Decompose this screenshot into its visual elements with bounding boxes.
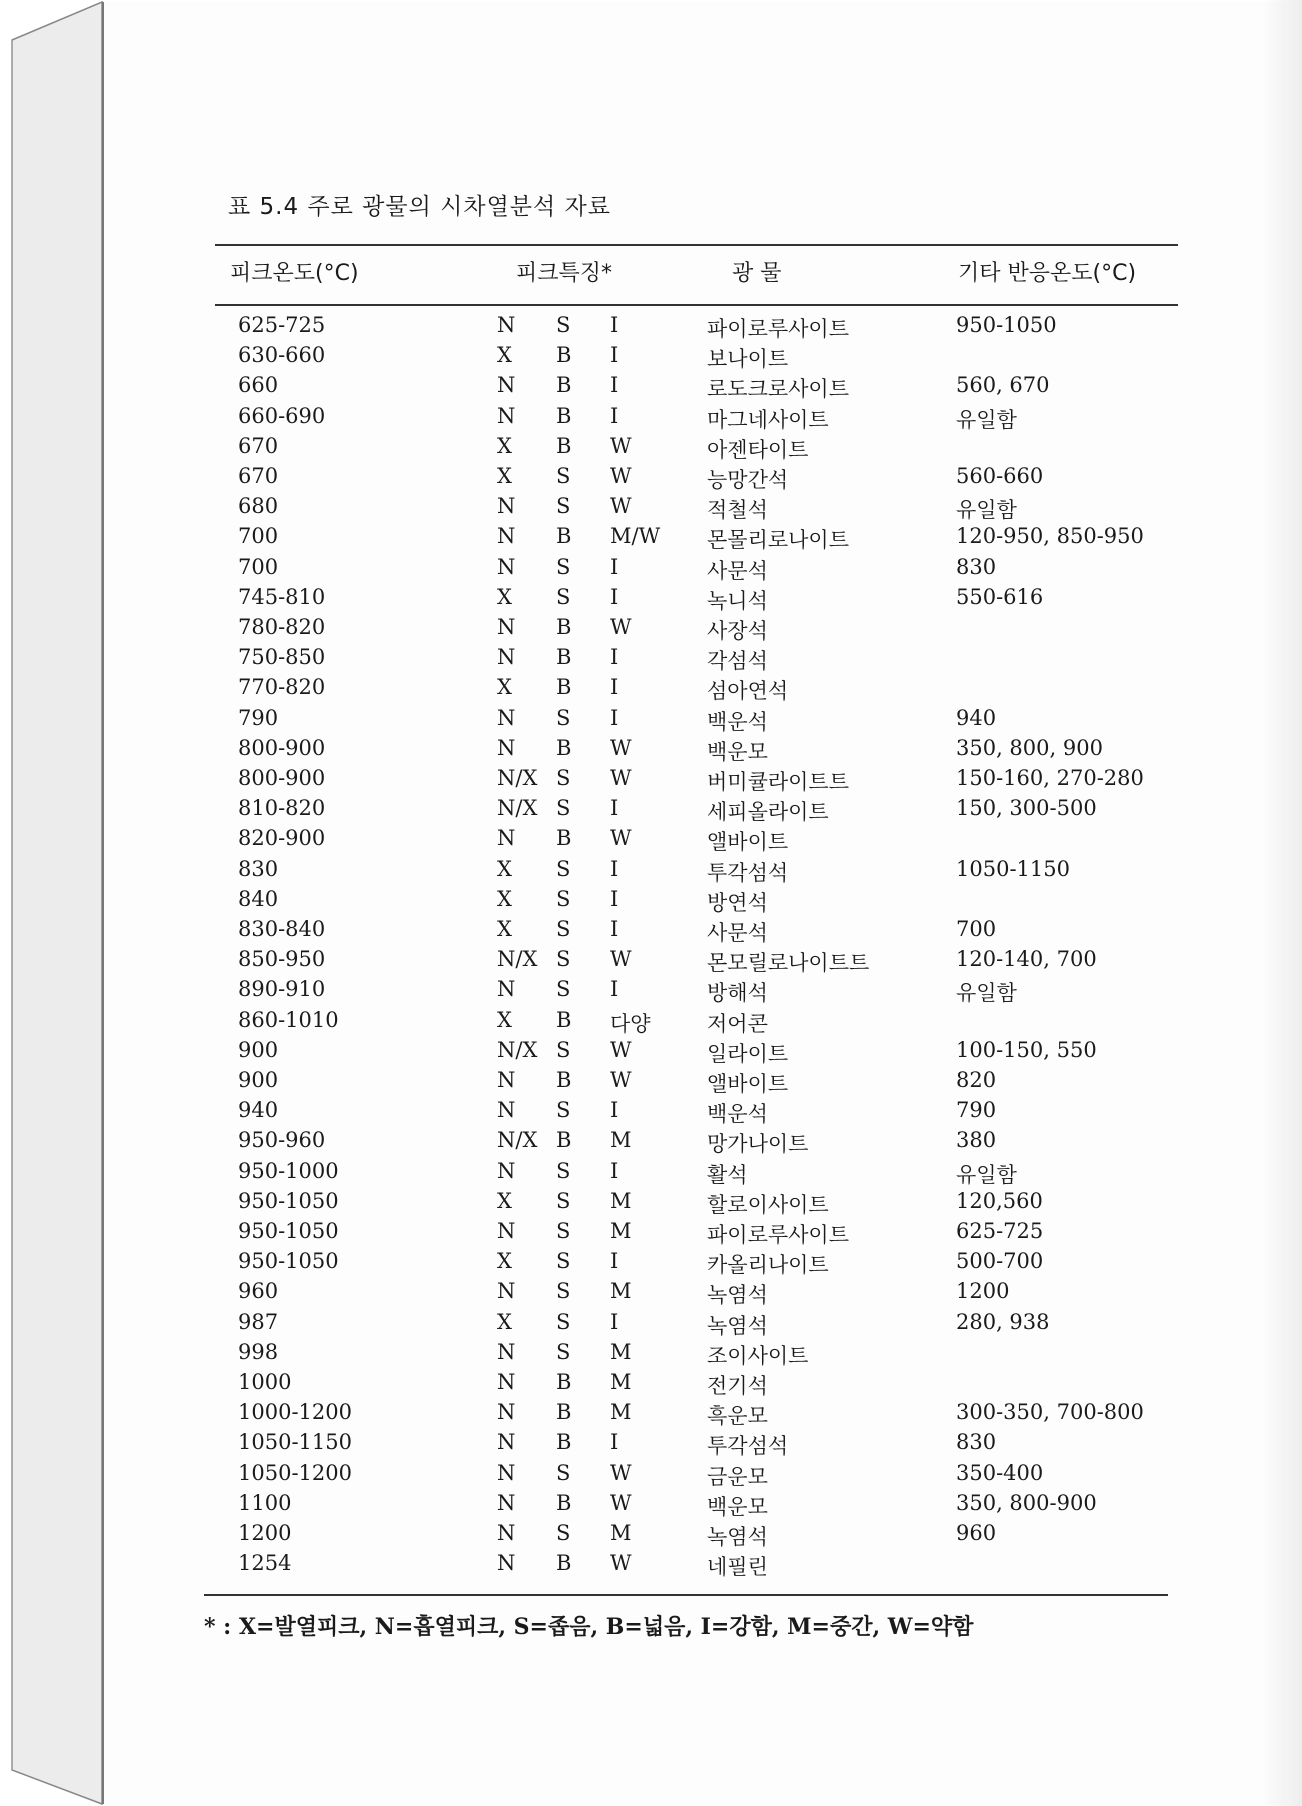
peak-width-cell: B xyxy=(556,343,572,368)
peak-type-cell: X xyxy=(497,1188,512,1213)
peak-intensity-cell: W xyxy=(610,433,632,458)
header-bottom-rule xyxy=(215,304,1178,306)
peak-temp-cell: 660-690 xyxy=(238,403,326,428)
peak-intensity-cell: M xyxy=(610,1188,632,1213)
peak-width-cell: B xyxy=(556,675,572,700)
peak-width-cell: B xyxy=(556,615,572,639)
peak-intensity-cell: M xyxy=(610,1219,632,1243)
mineral-name-cell: 투각섬석 xyxy=(707,1434,789,1459)
peak-type-cell: N/X xyxy=(497,947,538,972)
other-temps-cell: 120-950, 850-950 xyxy=(956,524,1144,549)
peak-type-cell: N xyxy=(497,645,516,670)
peak-type-cell: X xyxy=(497,433,512,458)
other-temps-cell: 830 xyxy=(956,1430,997,1455)
peak-width-cell: S xyxy=(556,1249,571,1274)
peak-width-cell: B xyxy=(556,645,572,670)
peak-type-cell: N xyxy=(497,735,516,760)
peak-temp-cell: 750-850 xyxy=(238,645,326,670)
peak-intensity-cell: 다양 xyxy=(610,1011,651,1036)
table-row xyxy=(0,1098,1302,1128)
peak-intensity-cell: W xyxy=(610,826,632,851)
table-row xyxy=(0,404,1302,434)
peak-intensity-cell: I xyxy=(610,1098,619,1123)
other-temps-cell: 960 xyxy=(956,1521,997,1545)
table-row xyxy=(0,917,1302,947)
peak-width-cell: B xyxy=(556,1370,572,1394)
peak-intensity-cell: W xyxy=(610,1551,632,1576)
other-temps-cell: 560-660 xyxy=(956,464,1044,488)
other-temps-cell: 1050-1150 xyxy=(956,856,1070,881)
mineral-name-cell: 조이사이트 xyxy=(707,1343,809,1368)
other-temps-cell: 700 xyxy=(956,917,997,941)
peak-type-cell: N/X xyxy=(497,796,538,821)
peak-intensity-cell: I xyxy=(610,373,619,398)
table-row xyxy=(0,1310,1302,1340)
peak-temp-cell: 950-1050 xyxy=(238,1188,339,1213)
peak-type-cell: N xyxy=(497,313,516,337)
other-temps-cell: 280, 938 xyxy=(956,1309,1050,1334)
mineral-name-cell: 저어콘 xyxy=(707,1011,768,1036)
peak-type-cell: N xyxy=(497,1279,516,1304)
peak-type-cell: N xyxy=(497,1551,516,1576)
peak-temp-cell: 1050-1200 xyxy=(238,1460,352,1485)
other-temps-cell: 940 xyxy=(956,705,997,730)
peak-width-cell: B xyxy=(556,1128,572,1153)
peak-type-cell: X xyxy=(497,1309,512,1334)
table-row xyxy=(0,464,1302,494)
peak-type-cell: X xyxy=(497,917,512,941)
peak-width-cell: B xyxy=(556,403,572,428)
table-row xyxy=(0,524,1302,554)
other-temps-cell: 300-350, 700-800 xyxy=(956,1400,1144,1425)
peak-type-cell: N xyxy=(497,826,516,851)
other-temps-cell: 120-140, 700 xyxy=(956,947,1097,972)
peak-temp-cell: 950-1050 xyxy=(238,1219,339,1243)
peak-intensity-cell: W xyxy=(610,947,632,972)
mineral-name-cell: 섬아연석 xyxy=(707,679,789,704)
peak-temp-cell: 810-820 xyxy=(238,796,326,821)
peak-width-cell: S xyxy=(556,1460,571,1485)
peak-temp-cell: 630-660 xyxy=(238,343,326,368)
peak-temp-cell: 800-900 xyxy=(238,766,326,790)
peak-intensity-cell: M xyxy=(610,1400,632,1425)
header-mineral: 광 물 xyxy=(732,261,782,286)
peak-temp-cell: 830-840 xyxy=(238,917,326,941)
peak-intensity-cell: I xyxy=(610,856,619,881)
mineral-name-cell: 할로이사이트 xyxy=(707,1192,829,1217)
other-temps-cell: 550-616 xyxy=(956,584,1044,609)
peak-type-cell: X xyxy=(497,584,512,609)
peak-type-cell: N xyxy=(497,1400,516,1425)
table-row xyxy=(0,947,1302,977)
peak-width-cell: B xyxy=(556,1430,572,1455)
table-row xyxy=(0,887,1302,917)
peak-type-cell: N/X xyxy=(497,1037,538,1062)
peak-width-cell: B xyxy=(556,735,572,760)
peak-width-cell: S xyxy=(556,1339,571,1364)
other-temps-cell: 유일함 xyxy=(956,498,1017,523)
peak-temp-cell: 745-810 xyxy=(238,584,326,609)
table-row xyxy=(0,434,1302,464)
peak-type-cell: X xyxy=(497,1007,512,1032)
other-temps-cell: 120,560 xyxy=(956,1188,1043,1213)
peak-width-cell: S xyxy=(556,766,571,790)
table-row xyxy=(0,615,1302,645)
other-temps-cell: 유일함 xyxy=(956,981,1017,1006)
peak-temp-cell: 960 xyxy=(238,1279,279,1304)
peak-type-cell: X xyxy=(497,464,512,488)
peak-width-cell: B xyxy=(556,1551,572,1576)
peak-intensity-cell: I xyxy=(610,1309,619,1334)
mineral-name-cell: 투각섬석 xyxy=(707,860,789,885)
peak-width-cell: S xyxy=(556,584,571,609)
mineral-name-cell: 앨바이트 xyxy=(707,1072,789,1096)
table-row xyxy=(0,1551,1302,1581)
mineral-name-cell: 사문석 xyxy=(707,558,768,583)
peak-temp-cell: 950-1050 xyxy=(238,1249,339,1274)
peak-intensity-cell: I xyxy=(610,584,619,609)
table-row xyxy=(0,1279,1302,1309)
peak-width-cell: S xyxy=(556,1098,571,1123)
table-row xyxy=(0,645,1302,675)
peak-type-cell: X xyxy=(497,886,512,911)
table-row xyxy=(0,1370,1302,1400)
mineral-name-cell: 버미큘라이트트 xyxy=(707,770,850,794)
table-row xyxy=(0,343,1302,373)
peak-type-cell: N/X xyxy=(497,1128,538,1153)
other-temps-cell: 150-160, 270-280 xyxy=(956,766,1144,790)
peak-width-cell: B xyxy=(556,1490,572,1515)
other-temps-cell: 유일함 xyxy=(956,1162,1017,1187)
peak-temp-cell: 1200 xyxy=(238,1521,292,1545)
peak-intensity-cell: I xyxy=(610,554,619,579)
peak-width-cell: S xyxy=(556,1521,571,1545)
peak-temp-cell: 840 xyxy=(238,886,279,911)
peak-width-cell: S xyxy=(556,554,571,579)
mineral-name-cell: 사문석 xyxy=(707,921,768,945)
table-top-rule xyxy=(215,244,1178,246)
peak-intensity-cell: I xyxy=(610,1158,619,1183)
mineral-name-cell: 파이로루사이트 xyxy=(707,317,850,341)
peak-width-cell: S xyxy=(556,1158,571,1183)
mineral-name-cell: 녹염석 xyxy=(707,1313,768,1338)
mineral-name-cell: 방연석 xyxy=(707,890,768,915)
peak-temp-cell: 780-820 xyxy=(238,615,326,639)
peak-intensity-cell: W xyxy=(610,615,632,639)
peak-type-cell: N xyxy=(497,1430,516,1455)
table-row xyxy=(0,736,1302,766)
peak-type-cell: N xyxy=(497,615,516,639)
table-row xyxy=(0,1340,1302,1370)
peak-intensity-cell: M xyxy=(610,1279,632,1304)
table-row xyxy=(0,706,1302,736)
other-temps-cell: 350, 800-900 xyxy=(956,1490,1097,1515)
peak-type-cell: X xyxy=(497,343,512,368)
peak-temp-cell: 625-725 xyxy=(238,313,326,337)
other-temps-cell: 830 xyxy=(956,554,997,579)
peak-type-cell: N xyxy=(497,1521,516,1545)
table-row xyxy=(0,1521,1302,1551)
peak-intensity-cell: M xyxy=(610,1370,632,1394)
peak-intensity-cell: W xyxy=(610,1490,632,1515)
peak-temp-cell: 700 xyxy=(238,524,279,549)
peak-width-cell: B xyxy=(556,1400,572,1425)
peak-temp-cell: 820-900 xyxy=(238,826,326,851)
peak-intensity-cell: I xyxy=(610,313,619,337)
peak-intensity-cell: W xyxy=(610,1460,632,1485)
peak-width-cell: S xyxy=(556,886,571,911)
peak-type-cell: N xyxy=(497,1490,516,1515)
peak-width-cell: B xyxy=(556,1007,572,1032)
table-row xyxy=(0,1128,1302,1158)
table-row xyxy=(0,796,1302,826)
table-row xyxy=(0,675,1302,705)
header-peak-temp: 피크온도(°C) xyxy=(230,261,359,286)
peak-intensity-cell: I xyxy=(610,886,619,911)
other-temps-cell: 820 xyxy=(956,1068,997,1092)
peak-width-cell: S xyxy=(556,1219,571,1243)
peak-type-cell: N xyxy=(497,977,516,1002)
peak-type-cell: N xyxy=(497,1219,516,1243)
peak-width-cell: S xyxy=(556,1279,571,1304)
mineral-name-cell: 각섬석 xyxy=(707,649,768,674)
mineral-name-cell: 몬모릴로나이트트 xyxy=(707,951,870,976)
peak-intensity-cell: I xyxy=(610,796,619,821)
peak-width-cell: B xyxy=(556,524,572,549)
peak-type-cell: N xyxy=(497,1370,516,1394)
other-temps-cell: 350, 800, 900 xyxy=(956,735,1103,760)
peak-temp-cell: 830 xyxy=(238,856,279,881)
peak-type-cell: N xyxy=(497,1098,516,1123)
peak-temp-cell: 670 xyxy=(238,464,279,488)
table-footnote: * : X=발열피크, N=흡열피크, S=좁음, B=넓음, I=강함, M=중간, W=약함 xyxy=(204,1614,974,1640)
table-bottom-rule xyxy=(204,1594,1168,1596)
peak-type-cell: X xyxy=(497,675,512,700)
other-temps-cell: 950-1050 xyxy=(956,313,1057,337)
mineral-name-cell: 앨바이트 xyxy=(707,830,789,855)
table-row xyxy=(0,1008,1302,1038)
mineral-name-cell: 금운모 xyxy=(707,1464,768,1489)
peak-temp-cell: 660 xyxy=(238,373,279,398)
peak-temp-cell: 1254 xyxy=(238,1551,292,1576)
peak-type-cell: N xyxy=(497,1460,516,1485)
mineral-name-cell: 녹염석 xyxy=(707,1283,768,1308)
other-temps-cell: 유일함 xyxy=(956,407,1017,432)
other-temps-cell: 500-700 xyxy=(956,1249,1044,1274)
peak-width-cell: B xyxy=(556,373,572,398)
peak-width-cell: S xyxy=(556,796,571,821)
peak-type-cell: N xyxy=(497,1158,516,1183)
mineral-name-cell: 백운석 xyxy=(707,709,768,734)
peak-intensity-cell: I xyxy=(610,675,619,700)
table-row xyxy=(0,1038,1302,1068)
mineral-name-cell: 사장석 xyxy=(707,619,768,643)
table-row xyxy=(0,1400,1302,1430)
peak-width-cell: S xyxy=(556,1188,571,1213)
peak-temp-cell: 1000 xyxy=(238,1370,292,1394)
table-row xyxy=(0,1189,1302,1219)
peak-intensity-cell: I xyxy=(610,977,619,1002)
peak-intensity-cell: I xyxy=(610,705,619,730)
mineral-name-cell: 카올리나이트 xyxy=(707,1253,829,1278)
peak-temp-cell: 987 xyxy=(238,1309,279,1334)
mineral-name-cell: 마그네사이트 xyxy=(707,407,829,432)
peak-intensity-cell: I xyxy=(610,917,619,941)
peak-intensity-cell: I xyxy=(610,343,619,368)
peak-width-cell: S xyxy=(556,917,571,941)
table-row xyxy=(0,494,1302,524)
table-row xyxy=(0,1159,1302,1189)
mineral-name-cell: 네필린 xyxy=(707,1555,768,1580)
mineral-name-cell: 적철석 xyxy=(707,498,768,523)
peak-temp-cell: 800-900 xyxy=(238,735,326,760)
peak-width-cell: S xyxy=(556,856,571,881)
peak-width-cell: S xyxy=(556,464,571,488)
peak-type-cell: N xyxy=(497,403,516,428)
table-row xyxy=(0,1461,1302,1491)
mineral-name-cell: 몬몰리로나이트 xyxy=(707,528,850,553)
peak-width-cell: B xyxy=(556,1068,572,1092)
peak-type-cell: X xyxy=(497,1249,512,1274)
mineral-name-cell: 능망간석 xyxy=(707,468,789,492)
peak-temp-cell: 860-1010 xyxy=(238,1007,339,1032)
peak-type-cell: N xyxy=(497,554,516,579)
other-temps-cell: 1200 xyxy=(956,1279,1010,1304)
peak-width-cell: S xyxy=(556,947,571,972)
other-temps-cell: 560, 670 xyxy=(956,373,1050,398)
other-temps-cell: 100-150, 550 xyxy=(956,1037,1097,1062)
peak-type-cell: N xyxy=(497,705,516,730)
mineral-name-cell: 녹염석 xyxy=(707,1525,768,1549)
mineral-name-cell: 방해석 xyxy=(707,981,768,1006)
mineral-name-cell: 세피올라이트 xyxy=(707,800,829,825)
mineral-name-cell: 파이로루사이트 xyxy=(707,1223,850,1247)
peak-intensity-cell: I xyxy=(610,403,619,428)
other-temps-cell: 350-400 xyxy=(956,1460,1044,1485)
mineral-name-cell: 녹니석 xyxy=(707,588,768,613)
peak-temp-cell: 700 xyxy=(238,554,279,579)
mineral-name-cell: 로도크로사이트 xyxy=(707,377,850,402)
table-caption: 표 5.4 주로 광물의 시차열분석 자료 xyxy=(228,194,611,220)
mineral-name-cell: 일라이트 xyxy=(707,1041,789,1066)
peak-width-cell: S xyxy=(556,1309,571,1334)
peak-type-cell: N xyxy=(497,373,516,398)
table-row xyxy=(0,585,1302,615)
table-row xyxy=(0,1219,1302,1249)
table-row xyxy=(0,313,1302,343)
table-row xyxy=(0,555,1302,585)
peak-temp-cell: 790 xyxy=(238,705,279,730)
peak-intensity-cell: W xyxy=(610,735,632,760)
peak-intensity-cell: I xyxy=(610,1249,619,1274)
peak-temp-cell: 1100 xyxy=(238,1490,292,1515)
peak-intensity-cell: M xyxy=(610,1521,632,1545)
peak-width-cell: S xyxy=(556,494,571,519)
header-peak-feature: 피크특징* xyxy=(516,261,613,286)
mineral-name-cell: 백운석 xyxy=(707,1102,768,1127)
peak-temp-cell: 940 xyxy=(238,1098,279,1123)
mineral-name-cell: 아젠타이트 xyxy=(707,437,809,462)
peak-intensity-cell: I xyxy=(610,645,619,670)
table-row xyxy=(0,1491,1302,1521)
table-row xyxy=(0,977,1302,1007)
mineral-name-cell: 백운모 xyxy=(707,739,768,764)
peak-type-cell: X xyxy=(497,856,512,881)
peak-temp-cell: 950-1000 xyxy=(238,1158,339,1183)
peak-width-cell: S xyxy=(556,313,571,337)
peak-temp-cell: 900 xyxy=(238,1068,279,1092)
peak-width-cell: S xyxy=(556,1037,571,1062)
peak-width-cell: B xyxy=(556,826,572,851)
other-temps-cell: 790 xyxy=(956,1098,997,1123)
peak-width-cell: B xyxy=(556,433,572,458)
peak-temp-cell: 680 xyxy=(238,494,279,519)
table-row xyxy=(0,826,1302,856)
peak-intensity-cell: W xyxy=(610,1068,632,1092)
peak-type-cell: N xyxy=(497,494,516,519)
other-temps-cell: 380 xyxy=(956,1128,997,1153)
peak-temp-cell: 1000-1200 xyxy=(238,1400,352,1425)
mineral-name-cell: 보나이트 xyxy=(707,347,789,372)
table-row xyxy=(0,857,1302,887)
peak-temp-cell: 1050-1150 xyxy=(238,1430,352,1455)
peak-intensity-cell: W xyxy=(610,494,632,519)
peak-intensity-cell: M xyxy=(610,1128,632,1153)
peak-intensity-cell: M xyxy=(610,1339,632,1364)
peak-type-cell: N/X xyxy=(497,766,538,790)
other-temps-cell: 625-725 xyxy=(956,1219,1044,1243)
mineral-name-cell: 망가나이트 xyxy=(707,1132,809,1157)
table-row xyxy=(0,1249,1302,1279)
peak-temp-cell: 890-910 xyxy=(238,977,326,1002)
peak-intensity-cell: W xyxy=(610,464,632,488)
peak-width-cell: S xyxy=(556,705,571,730)
peak-temp-cell: 770-820 xyxy=(238,675,326,700)
other-temps-cell: 150, 300-500 xyxy=(956,796,1097,821)
peak-intensity-cell: I xyxy=(610,1430,619,1455)
peak-intensity-cell: M/W xyxy=(610,524,661,549)
peak-type-cell: N xyxy=(497,1339,516,1364)
peak-temp-cell: 900 xyxy=(238,1037,279,1062)
peak-intensity-cell: W xyxy=(610,1037,632,1062)
mineral-name-cell: 백운모 xyxy=(707,1494,768,1519)
table-row xyxy=(0,373,1302,403)
header-other-temps: 기타 반응온도(°C) xyxy=(958,261,1137,286)
table-row xyxy=(0,1068,1302,1098)
peak-type-cell: N xyxy=(497,1068,516,1092)
peak-temp-cell: 998 xyxy=(238,1339,279,1364)
peak-temp-cell: 850-950 xyxy=(238,947,326,972)
peak-temp-cell: 670 xyxy=(238,433,279,458)
table-row xyxy=(0,1430,1302,1460)
mineral-name-cell: 흑운모 xyxy=(707,1404,768,1429)
peak-width-cell: S xyxy=(556,977,571,1002)
peak-temp-cell: 950-960 xyxy=(238,1128,326,1153)
mineral-name-cell: 활석 xyxy=(707,1162,748,1187)
peak-intensity-cell: W xyxy=(610,766,632,790)
table-row xyxy=(0,766,1302,796)
mineral-name-cell: 전기석 xyxy=(707,1374,768,1398)
peak-type-cell: N xyxy=(497,524,516,549)
